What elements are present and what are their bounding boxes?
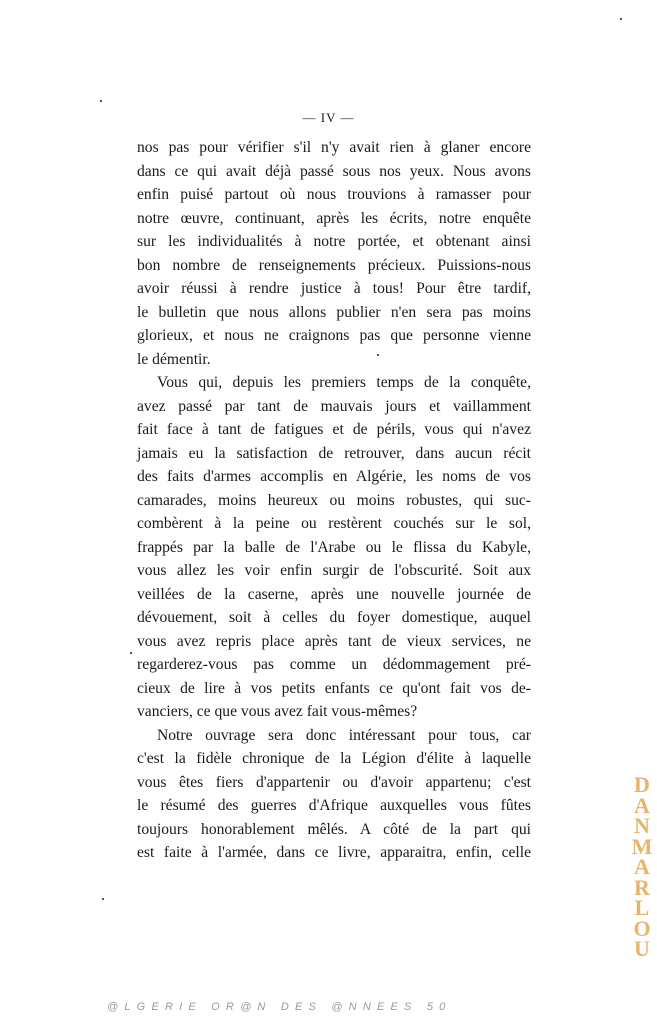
text-line: c'est la fidèle chronique de la Légion d'élite à laquelle [137,750,531,767]
print-speck [100,100,102,102]
text-line: vous allez les voir enfin surgir de l'obscurité. Soit aux [137,562,531,579]
vertical-watermark [630,772,654,961]
text-line: glorieux, et nous ne craignons pas que personne vienne [137,327,531,344]
text-line: Vous qui, depuis les premiers temps de la conquête, [157,374,531,391]
text-line: dans ce qui avait déjà passé sous nos yeux. Nous avons [137,162,531,180]
text-line: vous êtes fiers d'appartenir ou d'avoir appartenu; c'est [137,773,531,791]
watermark-letter: U [634,936,650,961]
text-line: combèrent à la peine ou restèrent couchés sur le sol, [137,515,531,532]
print-speck [377,354,379,356]
text-body [137,136,531,865]
watermark-letter: L [634,895,650,920]
text-line: fait face à tant de fatigues et de périls, vous qui n'avez [137,421,531,438]
text-line: jamais eu la satisfaction de retrouver, dans aucun récit [137,444,531,462]
page-number: — IV — [302,110,355,125]
text-line: frappés par la balle de l'Arabe ou le flissa du Kabyle, [137,538,531,556]
watermark-letter: O [633,915,651,941]
watermark-letter: A [634,854,650,879]
print-speck [102,898,104,900]
watermark-letter: R [634,874,650,900]
text-line: vanciers, ce que vous avez fait vous-mêmes? [137,703,418,720]
text-line: avoir réussi à rendre justice à tous! Pour être tardif, [137,280,531,297]
text-line: vous avez repris place après tant de vieux services, ne [137,632,531,650]
text-line: enfin puisé partout où nous trouvions à ramasser pour [137,186,531,203]
text-line: sur les individualités à notre portée, et obtenant ainsi [137,233,531,250]
watermark-letter: N [634,813,650,838]
text-line: dévouement, soit à celles du foyer domestique, auquel [137,609,531,626]
footer-caption: @LGERIE OR@N DES @NNEES 50 [107,1001,452,1013]
text-line: le démentir. [137,350,211,368]
text-line: veillées de la caserne, après une nouvelle journée de [137,585,531,603]
text-line: cieux de lire à vos petits enfants ce qu'ont fait vos de- [137,679,531,697]
text-line: toujours honorablement mêlés. A côté de la part qui [137,820,531,838]
text-line: Notre ouvrage sera donc intéressant pour tous, car [157,726,531,744]
text-line: notre œuvre, continuant, après les écrits, notre enquête [137,209,531,227]
print-speck [130,652,132,654]
text-line: le bulletin que nous allons publier n'en sera pas moins [137,303,531,321]
text-line: est faite à l'armée, dans ce livre, apparaitra, enfin, celle [137,844,531,861]
print-speck [620,18,622,20]
text-line: avez passé par tant de mauvais jours et vaillamment [137,397,531,415]
watermark-letter: D [634,772,650,797]
text-line: nos pas pour vérifier s'il n'y avait rien à glaner encore [137,139,531,156]
text-line: le résumé des guerres d'Afrique auxquelles vous fûtes [137,797,531,814]
text-line: regarderez-vous pas comme un dédommagement pré- [137,656,531,673]
text-line: des faits d'armes accomplis en Algérie, les noms de vos [137,468,531,485]
text-line: camarades, moins heureux ou moins robustes, qui suc- [137,491,531,509]
watermark-letter: A [634,792,650,818]
watermark-letter: M [631,833,653,859]
text-line: bon nombre de renseignements précieux. Puissions-nous [137,256,531,274]
